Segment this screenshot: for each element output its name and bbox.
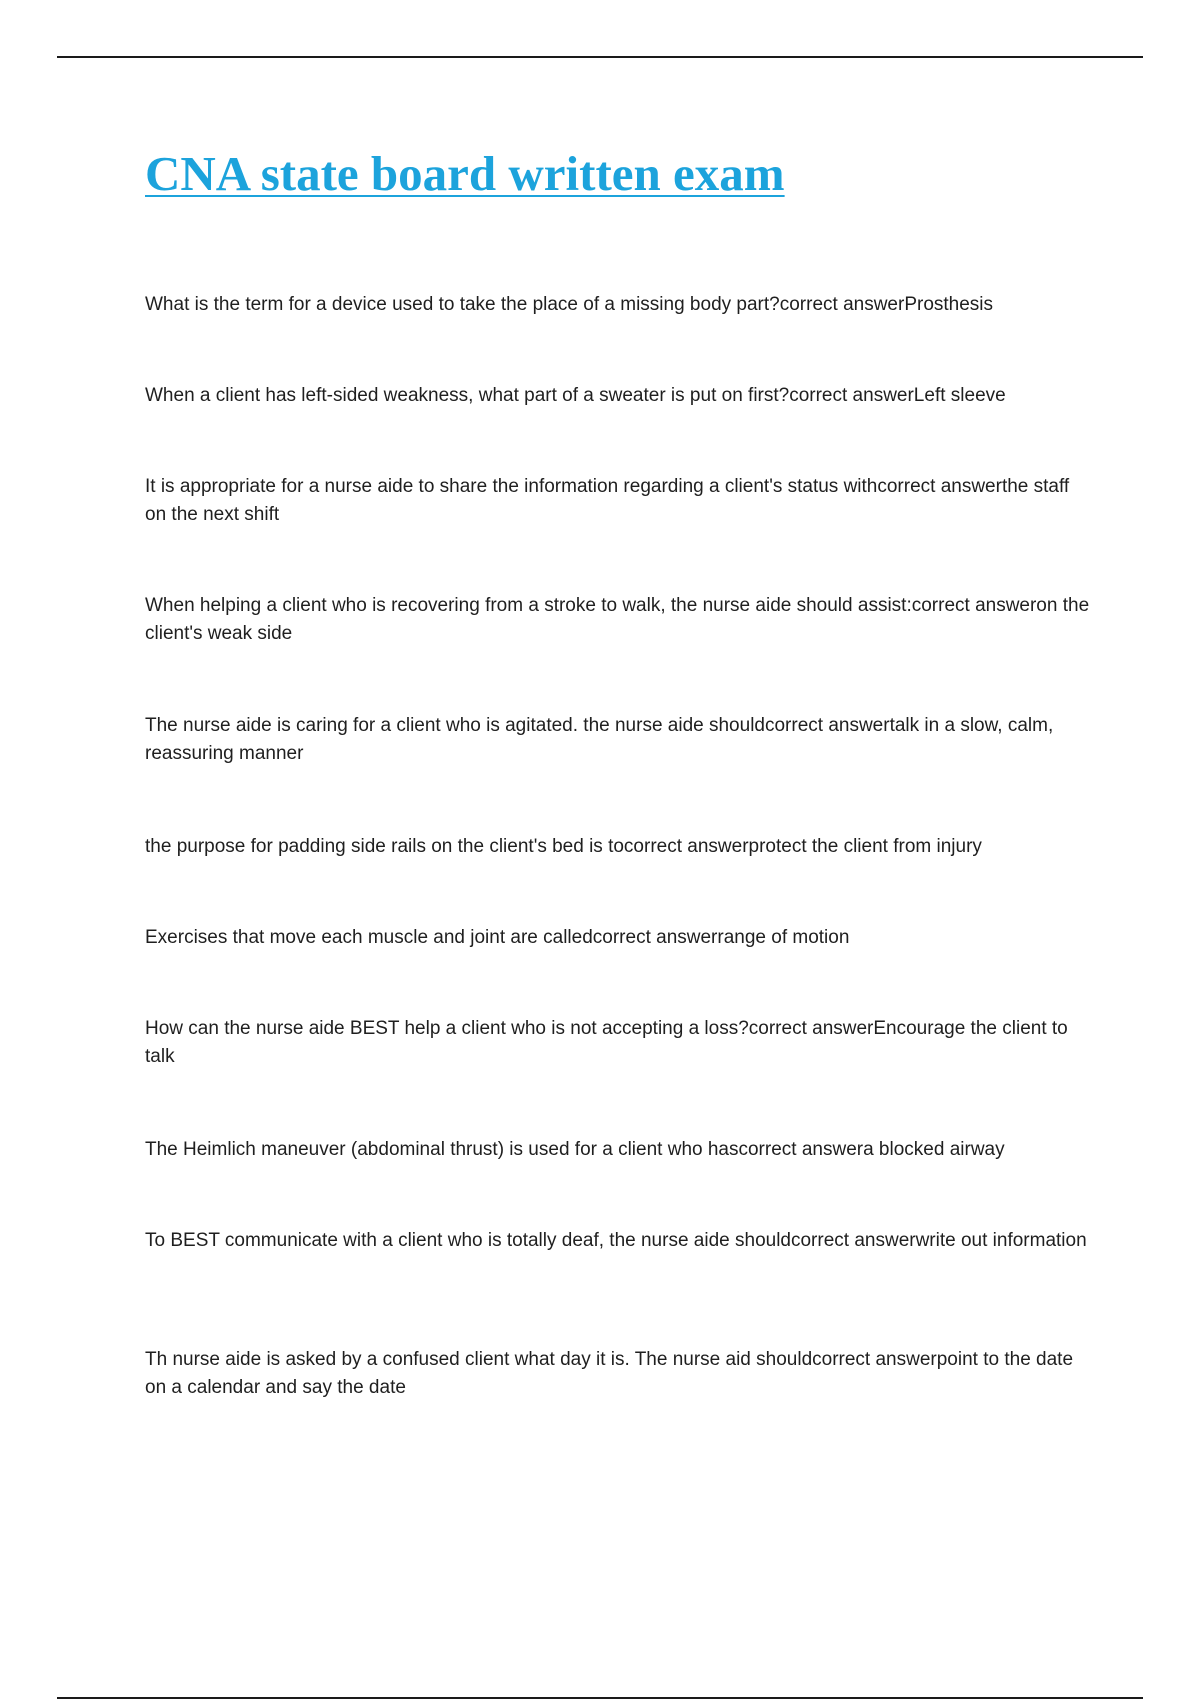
question-answer-4: When helping a client who is recovering from a stroke to walk, the nurse aide should assist:correct answeron the client's weak side [145, 595, 1090, 644]
question-answer-9: The Heimlich maneuver (abdominal thrust) is used for a client who hascorrect answera blocked airway [145, 1139, 1005, 1160]
top-rule [57, 56, 1143, 58]
question-answer-3: It is appropriate for a nurse aide to share the information regarding a client's status withcorrect answerthe staff on the next shift [145, 476, 1070, 525]
question-answer-1: What is the term for a device used to take the place of a missing body part?correct answerProsthesis [145, 294, 994, 315]
question-answer-2: When a client has left-sided weakness, what part of a sweater is put on first?correct answerLeft sleeve [145, 385, 1006, 406]
question-answer-7: Exercises that move each muscle and joint are calledcorrect answerrange of motion [145, 927, 850, 948]
bottom-rule [57, 1697, 1143, 1699]
question-answer-6: the purpose for padding side rails on the client's bed is tocorrect answerprotect the client from injury [145, 836, 982, 857]
question-answer-8: How can the nurse aide BEST help a client who is not accepting a loss?correct answerEncourage the client to talk [145, 1018, 1068, 1067]
question-answer-10: To BEST communicate with a client who is totally deaf, the nurse aide shouldcorrect answerwrite out information [145, 1230, 1087, 1251]
question-answer-11: Th nurse aide is asked by a confused client what day it is. The nurse aid shouldcorrect answerpoint to the date on a calendar and say the date [145, 1349, 1074, 1398]
document-title: CNA state board written exam [145, 146, 785, 201]
question-answer-5: The nurse aide is caring for a client who is agitated. the nurse aide shouldcorrect answertalk in a slow, calm, reassuring manner [145, 715, 1054, 764]
